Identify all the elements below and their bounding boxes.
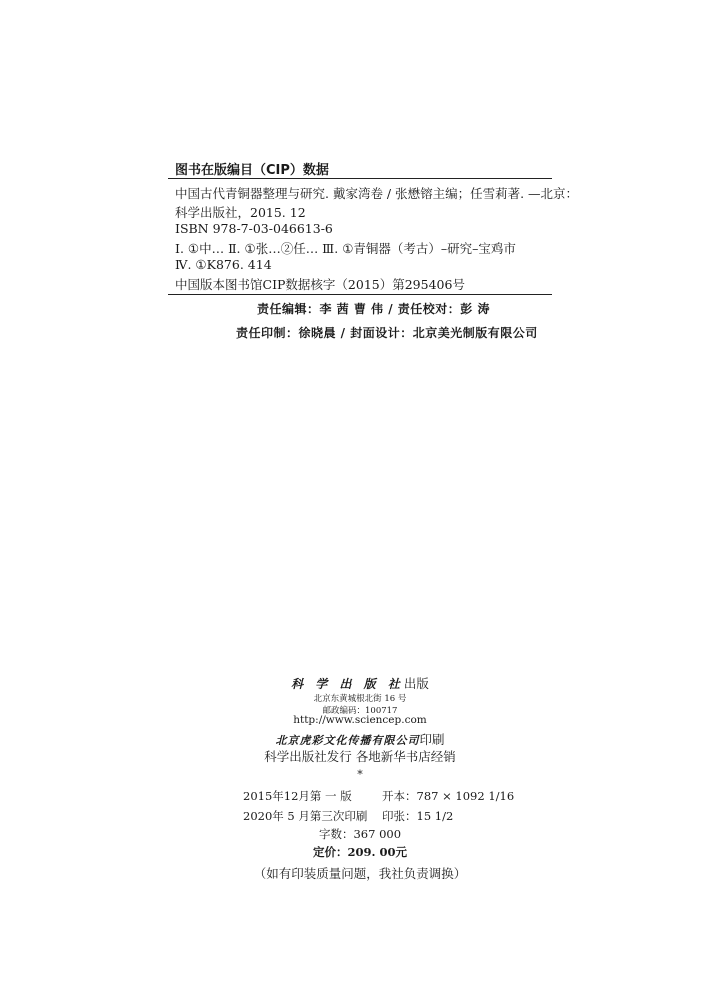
cip-line-1: 中国古代青铜器整理与研究. 戴家湾卷 / 张懋镕主编；任雪莉著. —北京： (175, 186, 579, 201)
price: 定价：209. 00元 (312, 845, 407, 859)
cip-number: 中国版本图书馆CIP数据核字（2015）第295406号 (175, 277, 465, 292)
quality-notice: （如有印装质量问题，我社负责调换） (253, 866, 467, 881)
printing: 2020年 5 月第三次印刷 (243, 809, 368, 823)
postcode: 邮政编码：100717 (322, 706, 398, 716)
separator-star: * (357, 768, 363, 781)
staff-line-2: 责任印制：徐晓晨 / 封面设计：北京美光制版有限公司 (236, 326, 538, 340)
distribution: 科学出版社发行 各地新华书店经销 (264, 749, 456, 764)
cip-isbn: ISBN 978-7-03-046613-6 (175, 221, 333, 236)
publisher-line (0, 674, 720, 692)
printer-name: 北京虎彩文化传播有限公司 (275, 734, 420, 747)
sheets: 印张：15 1/2 (382, 809, 454, 823)
cip-subject-2: Ⅳ. ①K876. 414 (175, 257, 272, 272)
publisher-url: http://www.sciencep.com (293, 714, 427, 726)
publisher-address: 北京东黄城根北街 16 号 (313, 694, 407, 704)
cip-line-2: 科学出版社，2015. 12 (175, 205, 306, 220)
format: 开本：787 × 1092 1/16 (382, 789, 515, 803)
publisher-suffix: 出版 (403, 676, 429, 691)
edition: 2015年12月第 一 版 (243, 789, 352, 803)
word-count: 字数：367 000 (318, 827, 402, 841)
printer-line (0, 729, 720, 748)
publisher-name: 科 学 出 版 社 (291, 677, 404, 691)
cip-bottom-rule (168, 294, 552, 295)
printer-suffix: 印刷 (419, 732, 445, 747)
cip-title: 图书在版编目（CIP）数据 (175, 163, 329, 178)
cip-subject-1: Ⅰ. ①中… Ⅱ. ①张…②任… Ⅲ. ①青铜器（考古）–研究–宝鸡市 (175, 241, 516, 256)
staff-line-1: 责任编辑：李 茜 曹 伟 / 责任校对：彭 涛 (257, 302, 490, 316)
cip-top-rule (168, 178, 552, 179)
